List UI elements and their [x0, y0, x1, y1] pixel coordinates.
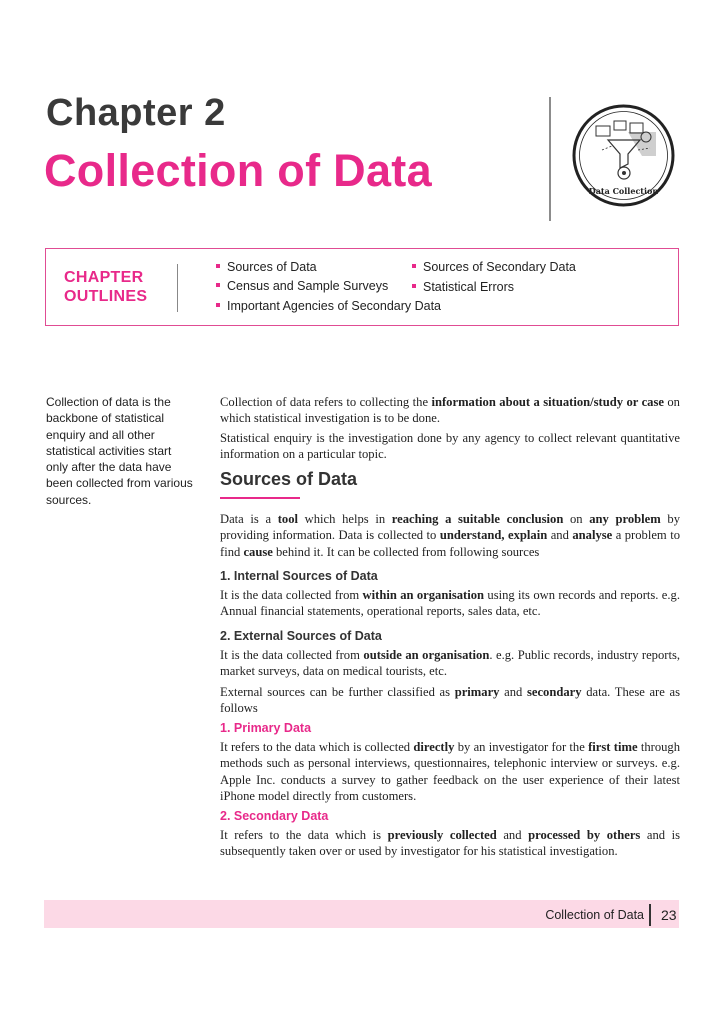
section-underline — [220, 497, 300, 499]
footer-divider — [649, 904, 651, 926]
outlines-heading — [64, 268, 147, 306]
page-number: 23 — [661, 907, 677, 923]
outlines-heading-line2: OUTLINES — [64, 288, 148, 305]
outline-item: Important Agencies of Secondary Data — [216, 299, 441, 313]
sources-paragraph: Data is a tool which helps in reaching a suitable conclusion on any problem by providing information. Data is collected to understand, explain and analyse a problem to find cause behind it. It can be collected from following sources — [220, 512, 680, 559]
footer-chapter-label: Collection of Data — [545, 908, 644, 922]
secondary-data-heading: 2. Secondary Data — [220, 809, 329, 823]
section-title: Sources of Data — [220, 469, 358, 489]
subsection-heading: 1. Internal Sources of Data — [220, 569, 378, 583]
primary-data-heading: 1. Primary Data — [220, 721, 312, 735]
chapter-title: Collection of Data — [44, 145, 432, 196]
bullet-icon — [216, 283, 220, 287]
intro-paragraph-1: Collection of data refers to collecting the information about a situation/study or case on which statistical investigation is to be done. — [220, 395, 680, 426]
chapter-badge — [572, 104, 675, 207]
external-paragraph-1: It is the data collected from outside an organisation. e.g. Public records, industry reports, market surveys, data on medical tourists, etc. — [220, 648, 680, 679]
outlines-divider — [177, 264, 178, 312]
outlines-heading-line1: CHAPTER — [64, 269, 144, 286]
bullet-icon — [412, 264, 416, 268]
outline-item: Sources of Secondary Data — [412, 260, 576, 274]
primary-paragraph: It refers to the data which is collected directly by an investigator for the first time through methods such as personal interviews, questionnaires, telephonic interview or surveys. e.g. Apple Inc. conducts a survey to gather feedback on the user experience of their latest iPhone model directly from customers. — [220, 740, 681, 804]
bullet-icon — [412, 284, 416, 288]
outline-item: Sources of Data — [216, 260, 317, 274]
external-paragraph-2: External sources can be further classified as primary and secondary data. These are as follows — [220, 685, 680, 716]
badge-caption: Data Collection — [588, 186, 659, 196]
bullet-icon — [216, 303, 220, 307]
margin-note: Collection of data is the backbone of statistical enquiry and all other statistical activities start only after the data have been collected from various sources. — [46, 395, 193, 507]
internal-paragraph: It is the data collected from within an organisation using its own records and reports. e.g. Annual financial statements, operational reports, sales data, etc. — [220, 588, 680, 619]
outline-item: Statistical Errors — [412, 280, 514, 294]
secondary-paragraph: It refers to the data which is previously collected and processed by others and is subsequently taken over or used by investigator for his statistical investigation. — [220, 828, 681, 859]
subsection-heading: 2. External Sources of Data — [220, 629, 382, 643]
bullet-icon — [216, 264, 220, 268]
header-divider — [549, 97, 551, 221]
chapter-label: Chapter 2 — [46, 92, 226, 134]
intro-paragraph-2: Statistical enquiry is the investigation done by any agency to collect relevant quantitative information on a particular topic. — [220, 431, 680, 462]
outline-item: Census and Sample Surveys — [216, 279, 388, 293]
